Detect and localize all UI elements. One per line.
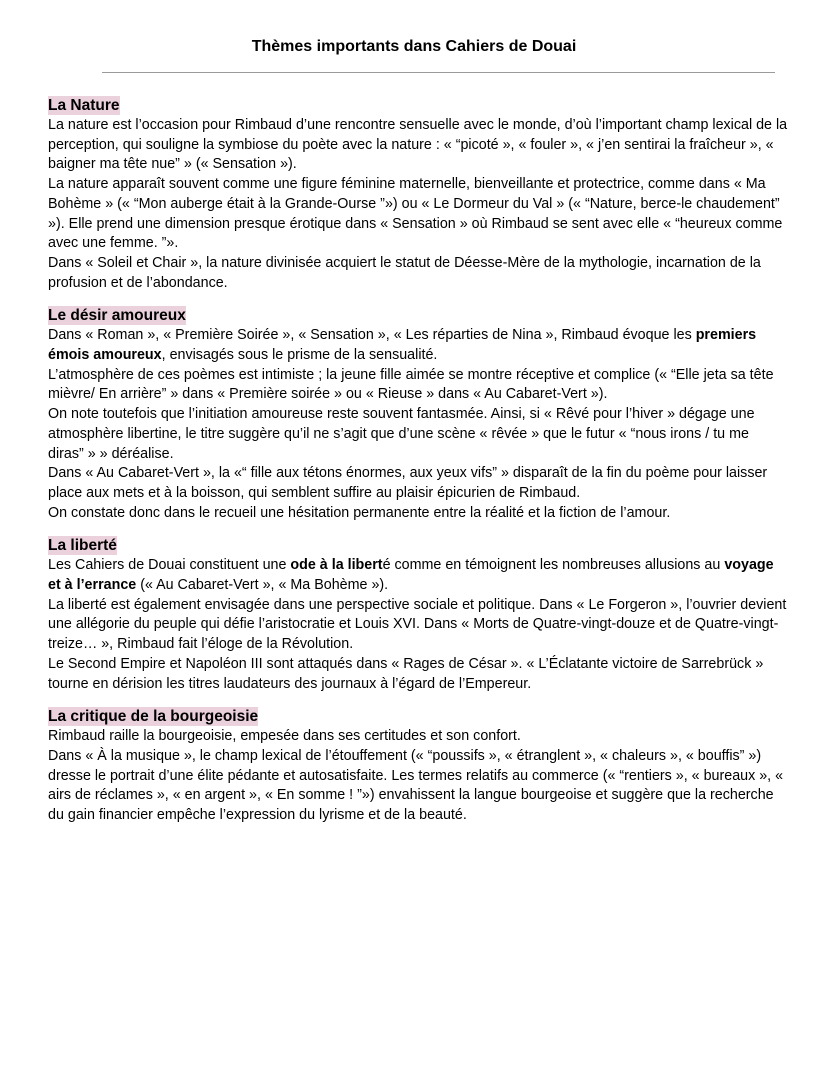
section-la-nature [48, 96, 788, 293]
paragraph [48, 747, 788, 826]
paragraph [48, 596, 788, 655]
text-run: , envisagés sous le prisme de la sensualité. [161, 347, 438, 364]
text-run: La nature est l’occasion pour Rimbaud d’une rencontre sensuelle avec le monde, d’où l’important champ lexical de la perception, qui souligne la symbiose du poète avec la nature : « “picoté », « fouler », « j’en sentirai la fraîcheur », « baigner ma tête nue” » (« Sensation »). [48, 117, 788, 173]
section-la-critique-de-la-bourgeoisie [48, 707, 788, 826]
paragraph [48, 405, 788, 464]
title-divider [102, 72, 775, 73]
bold-text-run: ode à la libert [290, 557, 383, 574]
text-run: Dans « À la musique », le champ lexical de l’étouffement (« “poussifs », « étranglent », « chaleurs », « bouffis” ») dresse le portrait d’une élite pédante et autosatisfaite. Les termes relatifs au commerce (« “rentiers », « bureaux », « airs de réclames », « en argent », « En somme ! ”») envahissent la langue bourgeoise et suggère que la recherche du gain financier empêche l’expression du lyrisme et de la beauté. [48, 747, 784, 824]
paragraph [48, 727, 788, 747]
section-heading: La liberté [48, 537, 117, 555]
section-le-desir-amoureux [48, 306, 788, 523]
text-run: On constate donc dans le recueil une hésitation permanente entre la réalité et la fiction de l’amour. [48, 504, 671, 521]
paragraph [48, 366, 788, 405]
document-body [48, 96, 788, 839]
section-heading: Le désir amoureux [48, 307, 186, 325]
text-run: Le Second Empire et Napoléon III sont attaqués dans « Rages de César ». « L’Éclatante victoire de Sarrebrück » tourne en dérision les titres laudateurs des journaux à l’égard de l’Empereur. [48, 655, 764, 692]
paragraph [48, 116, 788, 175]
paragraph [48, 504, 788, 524]
text-run: Dans « Soleil et Chair », la nature divinisée acquiert le statut de Déesse-Mère de la mythologie, incarnation de la profusion et de l’abondance. [48, 254, 761, 291]
section-la-liberte [48, 536, 788, 694]
paragraph [48, 326, 788, 365]
text-run: Dans « Au Cabaret-Vert », la «“ fille aux tétons énormes, aux yeux vifs” » disparaît de la fin du poème pour laisser place aux mets et à la boisson, qui semblent suffire au plaisir épicurien de Rimbaud. [48, 465, 768, 501]
text-run: Dans « Roman », « Première Soirée », « Sensation », « Les réparties de Nina », Rimbaud évoque les [48, 327, 696, 344]
paragraph [48, 254, 788, 293]
text-run: é comme en témoignent les nombreuses allusions au [382, 557, 725, 574]
text-run: (« Au Cabaret-Vert », « Ma Bohème »). [136, 577, 389, 594]
paragraph [48, 464, 788, 503]
text-run: L’atmosphère de ces poèmes est intimiste ; la jeune fille aimée se montre réceptive et complice (« “Elle jeta sa tête mièvre/ En arrière” » dans « Première soirée » ou « Rieuse » dans « Au Cabaret-Vert »). [48, 366, 774, 403]
paragraph [48, 556, 788, 595]
text-run: Rimbaud raille la bourgeoisie, empesée dans ses certitudes et son confort. [48, 728, 521, 745]
section-heading: La critique de la bourgeoisie [48, 708, 259, 726]
text-run: On note toutefois que l’initiation amoureuse reste souvent fantasmée. Ainsi, si « Rêvé pour l’hiver » dégage une atmosphère libertine, le titre suggère qu’il ne s’agit que d’une scène « rêvée » que le futur « “nous irons / tu me diras” » » déréalise. [48, 406, 755, 462]
text-run: La nature apparaît souvent comme une figure féminine maternelle, bienveillante et protectrice, comme dans « Ma Bohème » (« “Mon auberge était à la Grande-Ourse ”») ou « Le Dormeur du Val » (« “Nature, berce-le chaudement” »). Elle prend une dimension presque érotique dans « Sensation » où Rimbaud se sent avec elle « “heureux comme avec une femme. ”». [48, 176, 783, 252]
page-title: Thèmes importants dans Cahiers de Douai [251, 38, 577, 55]
section-heading: La Nature [48, 97, 120, 114]
paragraph [48, 655, 788, 694]
bold-text-run: premiers émois amoureux [48, 327, 757, 364]
bold-text-run: voyage et à l’errance [48, 557, 774, 594]
paragraph [48, 175, 788, 254]
text-run: La liberté est également envisagée dans une perspective sociale et politique. Dans « Le Forgeron », l’ouvrier devient une allégorie du peuple qui défie l’aristocratie et Louis XVI. Dans « Morts de Quatre-vingt-douze et de Quatre-vingt-treize… », Rimbaud fait l’éloge de la Révolution. [48, 596, 787, 653]
text-run: Les Cahiers de Douai constituent une [48, 557, 291, 574]
